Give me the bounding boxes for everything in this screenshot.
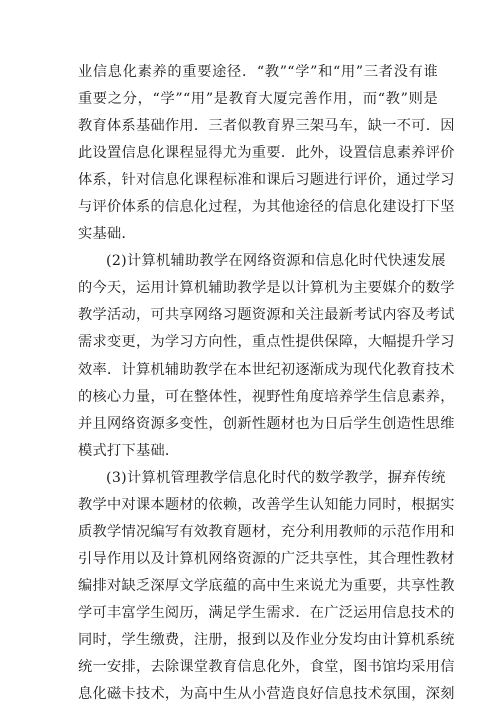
text-line: 同时，学生缴费，注册，报到以及作业分发均由计算机系统 (78, 631, 455, 648)
text-line: (2)计算机辅助教学在网络资源和信息化时代快速发展 (106, 253, 446, 270)
text-line: 学可丰富学生阅历，满足学生需求．在广泛运用信息技术的 (78, 604, 455, 621)
text-line: 编排对缺乏深厚文学底蕴的高中生来说尤为重要，共享性教 (78, 577, 455, 594)
text-line: 与评价体系的信息化过程，为其他途径的信息化建设打下坚 (78, 199, 455, 216)
text-line: 重要之分，“学”“用”是教育大厦完善作用，而“教”则是 (78, 91, 438, 107)
text-line: 效率．计算机辅助教学在本世纪初逐渐成为现代化教育技术 (78, 361, 455, 378)
text-line: 质教学情况编写有效教育题材，充分利用教师的示范作用和 (78, 523, 455, 540)
text-line: 此设置信息化课程显得尤为重要．此外，设置信息素养评价 (78, 145, 455, 162)
text-line: 教学中对课本题材的依赖，改善学生认知能力同时，根据实 (78, 496, 455, 513)
text-line: 实基础． (78, 226, 136, 243)
text-line: 体系，针对信息化课程标准和课后习题进行评价，通过学习 (78, 172, 455, 189)
text-line: 并且网络资源多变性，创新性题材也为日后学生创造性思维 (78, 415, 455, 432)
text-line: 统一安排，去除课堂教育信息化外，食堂，图书馆均采用信 (78, 659, 455, 675)
text-line: (3)计算机管理教学信息化时代的数学教学，摒弃传统 (106, 469, 446, 486)
text-line: 息化磁卡技术，为高中生从小营造良好信息技术氛围，深刻 (78, 686, 455, 702)
text-line: 需求变更，为学习方向性，重点性提供保障，大幅提升学习 (78, 334, 455, 351)
text-line: 引导作用以及计算机网络资源的广泛共享性，其合理性教材 (78, 550, 455, 567)
text-line: 模式打下基础． (78, 442, 180, 459)
text-line: 的今天，运用计算机辅助教学是以计算机为主要媒介的数学 (78, 280, 455, 297)
text-line: 的核心力量，可在整体性，视野性角度培养学生信息素养， (78, 388, 455, 405)
text-line: 业信息化素养的重要途径．“教”“学”和“用”三者没有谁 (78, 64, 438, 80)
text-line: 教学活动，可共享网络习题资源和关注最新考试内容及考试 (78, 307, 455, 324)
text-line: 教育体系基础作用．三者似教育界三架马车，缺一不可．因 (78, 118, 455, 135)
